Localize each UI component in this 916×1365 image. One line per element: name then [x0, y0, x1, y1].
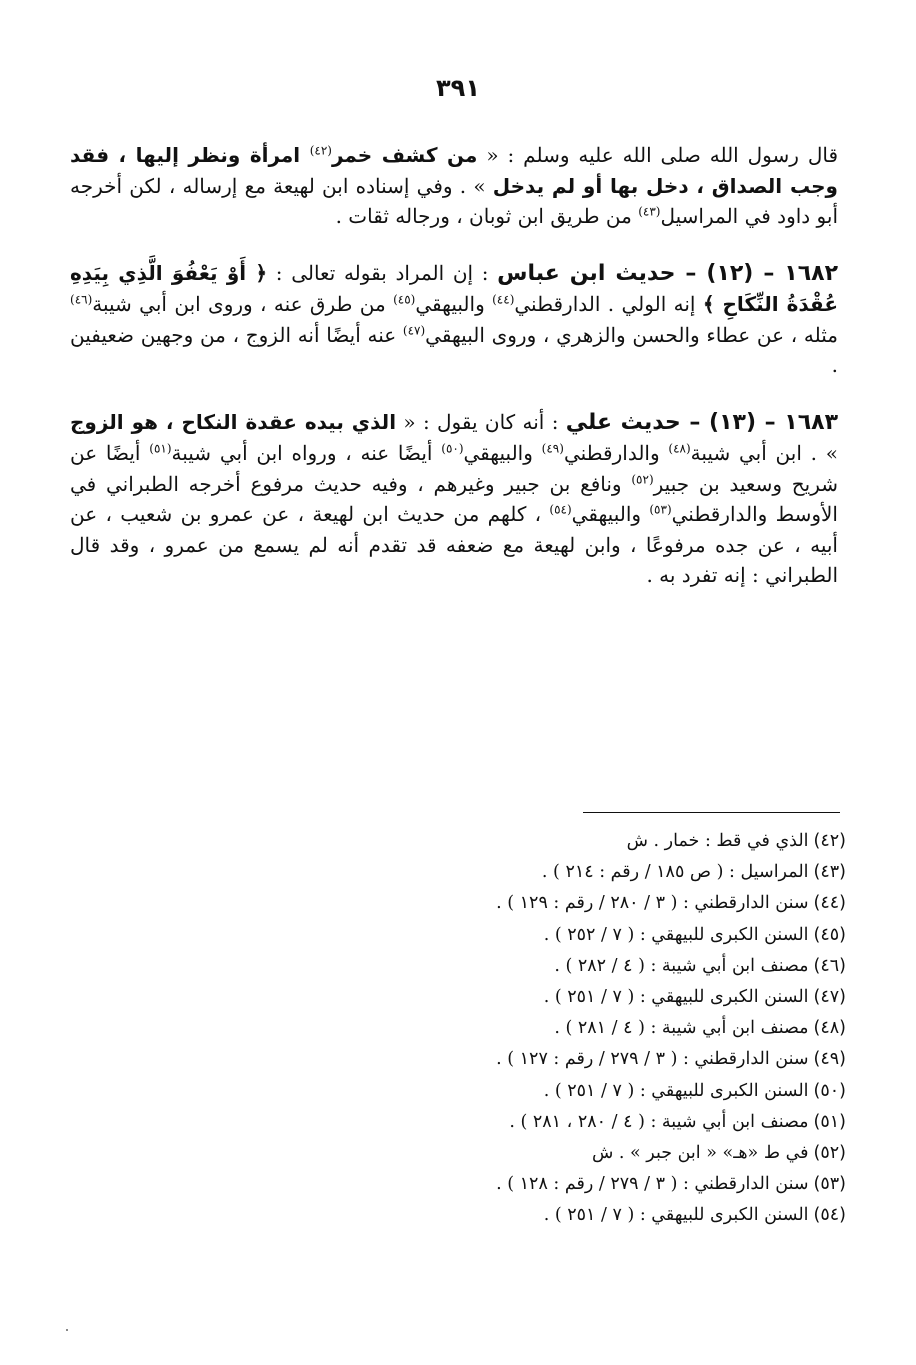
footnote-number: (٥٠) [813, 1080, 846, 1101]
footnote [70, 888, 846, 919]
footnote-number: (٥٤) [813, 1205, 846, 1226]
footnote [70, 1200, 846, 1231]
footnote-text: مصنف ابن أبي شيبة : ( ٤ / ٢٨٠ ، ٢٨١ ) . [509, 1111, 809, 1132]
footnote [70, 857, 846, 888]
footnote-text: مصنف ابن أبي شيبة : ( ٤ / ٢٨١ ) . [554, 1018, 809, 1039]
footnote-reference[interactable]: (٤٩) [541, 441, 564, 456]
footnote [70, 1138, 846, 1169]
footnote-reference[interactable]: (٤٤) [492, 292, 515, 307]
footnote-text: في ط «هـ» « ابن جبر » . ش [591, 1143, 809, 1164]
footnote-number: (٤٨) [813, 1018, 846, 1039]
emphasized-text: ﴿ أَوْ يَعْفُوَ الَّذِي بِيَدِهِ عُقْدَةُ النِّكَاحِ ﴾ [70, 260, 838, 316]
footnote-number: (٤٤) [813, 893, 846, 914]
footnote-number: (٤٦) [813, 955, 846, 976]
paragraph-hadith-1682 [70, 258, 838, 381]
footnote-reference[interactable]: (٥٣) [649, 502, 672, 517]
footnote-text: المراسيل : ( ص ١٨٥ / رقم : ٢١٤ ) . [541, 862, 809, 883]
footnote-text: السنن الكبرى للبيهقي : ( ٧ / ٢٥٢ ) . [543, 924, 809, 945]
emphasized-text: من كشف خمر [331, 143, 478, 167]
footnote-number: (٤٧) [813, 987, 846, 1008]
footnote-number: (٤٢) [813, 831, 846, 851]
footnote-text: سنن الدارقطني : ( ٣ / ٢٧٩ / رقم : ١٢٨ ) . [496, 1174, 809, 1195]
footnote-text: السنن الكبرى للبيهقي : ( ٧ / ٢٥١ ) . [543, 987, 809, 1008]
text-run: » . وفي إسناده ابن لهيعة مع إرساله ، لكن أخرجه أبو داود في المراسيل [70, 173, 838, 228]
text-run: قال رسول الله صلى الله عليه وسلم : « [477, 143, 839, 167]
footnote-text: سنن الدارقطني : ( ٣ / ٢٨٠ / رقم : ١٢٩ ) . [496, 893, 809, 914]
text-run: أيضًا عنه ، ورواه ابن أبي شيبة [171, 441, 442, 465]
footnote-reference[interactable]: (٥٠) [441, 441, 464, 456]
text-run: : أنه كان يقول : « [396, 409, 566, 434]
footnote-text: الذي في قط : خمار . ش [626, 831, 809, 851]
footnote-text: السنن الكبرى للبيهقي : ( ٧ / ٢٥١ ) . [543, 1205, 809, 1226]
main-text [70, 140, 838, 617]
footnote-reference[interactable]: (٤٨) [668, 441, 691, 456]
paragraph-intro [70, 140, 838, 232]
text-run: والدارقطني [563, 441, 669, 465]
footnote-reference[interactable]: (٥١) [149, 441, 172, 456]
emphasized-text: ١٦٨٢ – (١٢) – حديث ابن عباس [497, 260, 839, 286]
footnote-number: (٤٥) [813, 924, 846, 945]
text-run: : إن المراد بقوله تعالى : [267, 260, 498, 285]
footnote-number: (٥٢) [813, 1143, 846, 1164]
text-run: عنه أيضًا أنه الزوج ، من وجهين ضعيفين . [70, 322, 838, 377]
text-run: من طريق ابن ثوبان ، ورجاله ثقات . [335, 204, 639, 228]
text-run: من طرق عنه ، وروى ابن أبي شيبة [92, 292, 394, 316]
scan-speck [66, 1329, 68, 1331]
text-run: والبيهقي [415, 292, 493, 316]
footnote-reference[interactable]: (٤٢) [309, 143, 332, 158]
text-run: مثله ، عن عطاء والحسن والزهري ، وروى البيهقي [425, 322, 838, 347]
text-run: إنه الولي . الدارقطني [514, 292, 703, 316]
text-run: والبيهقي [463, 441, 542, 465]
page-number: ٣٩١ [436, 74, 480, 102]
footnote-reference[interactable]: (٥٤) [549, 502, 572, 517]
footnote-divider [583, 812, 840, 813]
footnote-number: (٥١) [813, 1111, 846, 1132]
paragraph-hadith-1683 [70, 407, 838, 591]
footnote-text: سنن الدارقطني : ( ٣ / ٢٧٩ / رقم : ١٢٧ ) . [496, 1049, 809, 1070]
footnote-reference[interactable]: (٤٣) [638, 204, 661, 219]
footnote-reference[interactable]: (٥٢) [631, 471, 654, 486]
footnotes-list [70, 826, 846, 1232]
footnote [70, 982, 846, 1013]
text-run: ، كلهم من حديث ابن لهيعة ، عن عمرو بن شعيب ، عن أبيه ، عن جده مرفوعًا ، وابن لهيعة مع ضعفه قد تقدم أنه لم يسمع من عمرو ، وقد قال الطبراني : إنه تفرد به . [70, 502, 838, 587]
footnote-reference[interactable]: (٤٧) [402, 322, 426, 337]
emphasized-text: امرأة ونظر إليها ، فقد وجب الصداق ، دخل بها أو لم يدخل [70, 143, 838, 198]
footnote [70, 826, 846, 857]
text-run: والبيهقي [571, 502, 650, 526]
footnote-text: مصنف ابن أبي شيبة : ( ٤ / ٢٨٢ ) . [554, 955, 809, 976]
text-run: ونافع بن جبير وغيرهم ، وفيه حديث مرفوع أخرجه الطبراني في الأوسط والدارقطني [70, 471, 838, 526]
footnote-reference[interactable]: (٤٥) [393, 292, 416, 307]
footnote [70, 1044, 846, 1075]
footnote [70, 1076, 846, 1107]
footnote-text: السنن الكبرى للبيهقي : ( ٧ / ٢٥١ ) . [543, 1080, 809, 1101]
footnote [70, 1107, 846, 1138]
footnote [70, 920, 846, 951]
footnote [70, 1013, 846, 1044]
emphasized-text: ١٦٨٣ – (١٣) – حديث علي [565, 409, 838, 435]
footnote [70, 951, 846, 982]
footnote-number: (٤٩) [813, 1049, 846, 1070]
footnote [70, 1169, 846, 1200]
text-run: أيضًا عن شريح وسعيد بن جبير [70, 441, 839, 496]
footnote-number: (٥٣) [813, 1174, 846, 1195]
text-run: » . ابن أبي شيبة [690, 441, 838, 465]
footnote-number: (٤٣) [813, 862, 846, 883]
emphasized-text: الذي بيده عقدة النكاح ، هو الزوج [70, 409, 397, 434]
footnote-reference[interactable]: (٤٦) [70, 292, 93, 307]
